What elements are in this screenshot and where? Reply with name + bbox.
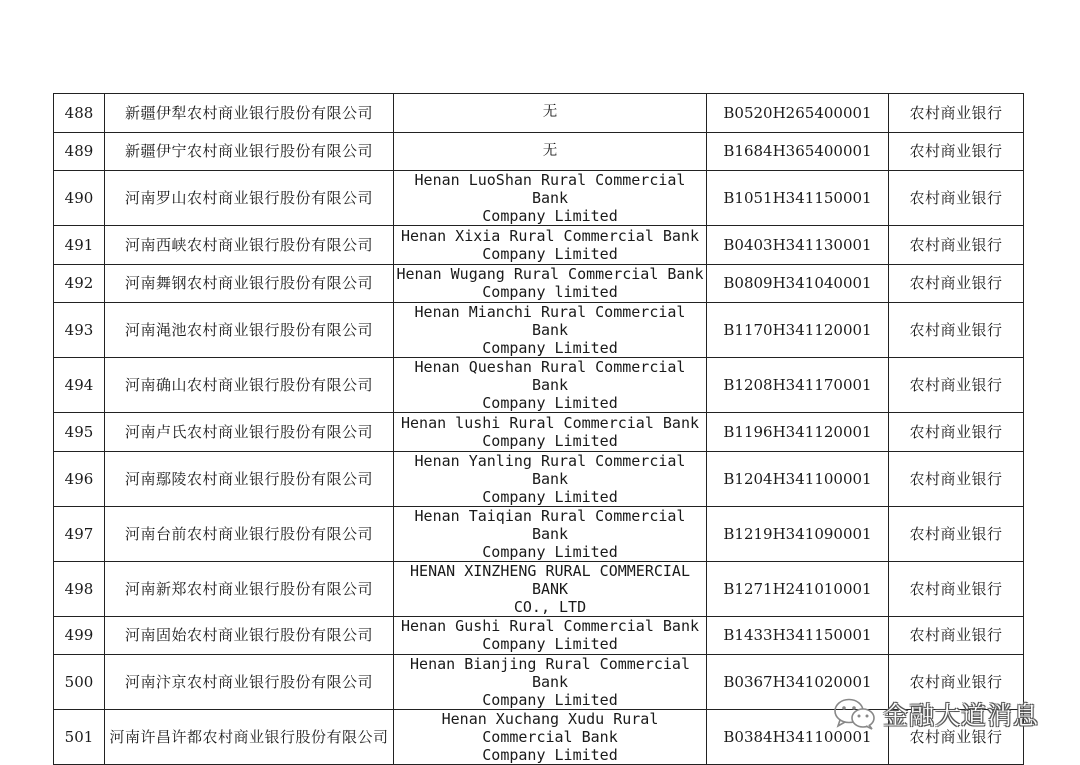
bank-english-name: 无 — [394, 132, 707, 171]
bank-chinese-name: 河南渑池农村商业银行股份有限公司 — [105, 303, 394, 358]
wechat-icon — [833, 697, 877, 731]
institution-type: 农村商业银行 — [889, 226, 1024, 265]
institution-code: B1271H241010001 — [707, 561, 889, 616]
table-row — [54, 616, 1024, 655]
table-row — [54, 132, 1024, 171]
bank-chinese-name: 河南鄢陵农村商业银行股份有限公司 — [105, 451, 394, 506]
row-number: 491 — [54, 226, 105, 265]
bank-english-name: Henan Yanling Rural Commercial Bank Company Limited — [394, 451, 707, 506]
table-row — [54, 506, 1024, 561]
bank-english-name: Henan Taiqian Rural Commercial Bank Company Limited — [394, 506, 707, 561]
row-number: 490 — [54, 171, 105, 226]
bank-english-name: Henan Mianchi Rural Commercial Bank Company Limited — [394, 303, 707, 358]
row-number: 500 — [54, 655, 105, 710]
institution-code: B1219H341090001 — [707, 506, 889, 561]
bank-chinese-name: 新疆伊宁农村商业银行股份有限公司 — [105, 132, 394, 171]
row-number: 497 — [54, 506, 105, 561]
institution-type: 农村商业银行 — [889, 710, 1024, 765]
institution-code: B1684H365400001 — [707, 132, 889, 171]
row-number: 489 — [54, 132, 105, 171]
bank-chinese-name: 河南罗山农村商业银行股份有限公司 — [105, 171, 394, 226]
bank-english-name: Henan Gushi Rural Commercial Bank Company Limited — [394, 616, 707, 655]
bank-chinese-name: 河南许昌许都农村商业银行股份有限公司 — [105, 710, 394, 765]
institution-type: 农村商业银行 — [889, 303, 1024, 358]
bank-chinese-name: 河南卢氏农村商业银行股份有限公司 — [105, 413, 394, 452]
institution-code: B1196H341120001 — [707, 413, 889, 452]
bank-chinese-name: 河南确山农村商业银行股份有限公司 — [105, 358, 394, 413]
table-row — [54, 226, 1024, 265]
institution-type: 农村商业银行 — [889, 358, 1024, 413]
table-row — [54, 303, 1024, 358]
row-number: 492 — [54, 264, 105, 303]
bank-english-name: Henan lushi Rural Commercial Bank Company Limited — [394, 413, 707, 452]
institution-type: 农村商业银行 — [889, 413, 1024, 452]
table-row — [54, 561, 1024, 616]
bank-english-name: Henan Xixia Rural Commercial Bank Company Limited — [394, 226, 707, 265]
row-number: 498 — [54, 561, 105, 616]
institution-code: B0520H265400001 — [707, 94, 889, 133]
institution-code: B1208H341170001 — [707, 358, 889, 413]
table-row — [54, 358, 1024, 413]
bank-chinese-name: 河南西峡农村商业银行股份有限公司 — [105, 226, 394, 265]
watermark-text: 金融大道消息 — [883, 701, 1040, 730]
table-row — [54, 171, 1024, 226]
table-row — [54, 413, 1024, 452]
bank-chinese-name: 河南新郑农村商业银行股份有限公司 — [105, 561, 394, 616]
institution-code: B0403H341130001 — [707, 226, 889, 265]
bank-chinese-name: 河南台前农村商业银行股份有限公司 — [105, 506, 394, 561]
bank-english-name: HENAN XINZHENG RURAL COMMERCIAL BANK CO., LTD — [394, 561, 707, 616]
institution-code: B0384H341100001 — [707, 710, 889, 765]
bank-english-name: Henan LuoShan Rural Commercial Bank Company Limited — [394, 171, 707, 226]
bank-english-name: Henan Wugang Rural Commercial Bank Company limited — [394, 264, 707, 303]
table-row — [54, 264, 1024, 303]
bank-chinese-name: 河南固始农村商业银行股份有限公司 — [105, 616, 394, 655]
institution-code: B1051H341150001 — [707, 171, 889, 226]
bank-english-name: Henan Xuchang Xudu Rural Commercial Bank Company Limited — [394, 710, 707, 765]
institution-type: 农村商业银行 — [889, 451, 1024, 506]
institution-type: 农村商业银行 — [889, 264, 1024, 303]
institution-code: B1433H341150001 — [707, 616, 889, 655]
row-number: 495 — [54, 413, 105, 452]
row-number: 499 — [54, 616, 105, 655]
table-row — [54, 94, 1024, 133]
institution-type: 农村商业银行 — [889, 655, 1024, 710]
row-number: 488 — [54, 94, 105, 133]
institution-type: 农村商业银行 — [889, 506, 1024, 561]
institution-code: B1170H341120001 — [707, 303, 889, 358]
watermark — [833, 696, 1039, 732]
row-number: 494 — [54, 358, 105, 413]
institution-type: 农村商业银行 — [889, 561, 1024, 616]
institution-code: B1204H341100001 — [707, 451, 889, 506]
institution-type: 农村商业银行 — [889, 616, 1024, 655]
row-number: 501 — [54, 710, 105, 765]
institution-type: 农村商业银行 — [889, 94, 1024, 133]
institution-type: 农村商业银行 — [889, 132, 1024, 171]
institution-type: 农村商业银行 — [889, 171, 1024, 226]
bank-chinese-name: 河南汴京农村商业银行股份有限公司 — [105, 655, 394, 710]
table-body — [54, 94, 1024, 765]
bank-list-table — [53, 93, 1024, 765]
bank-chinese-name: 河南舞钢农村商业银行股份有限公司 — [105, 264, 394, 303]
table-row — [54, 451, 1024, 506]
bank-english-name: Henan Queshan Rural Commercial Bank Company Limited — [394, 358, 707, 413]
row-number: 493 — [54, 303, 105, 358]
row-number: 496 — [54, 451, 105, 506]
bank-english-name: 无 — [394, 94, 707, 133]
institution-code: B0367H341020001 — [707, 655, 889, 710]
institution-code: B0809H341040001 — [707, 264, 889, 303]
bank-chinese-name: 新疆伊犁农村商业银行股份有限公司 — [105, 94, 394, 133]
bank-english-name: Henan Bianjing Rural Commercial Bank Company Limited — [394, 655, 707, 710]
